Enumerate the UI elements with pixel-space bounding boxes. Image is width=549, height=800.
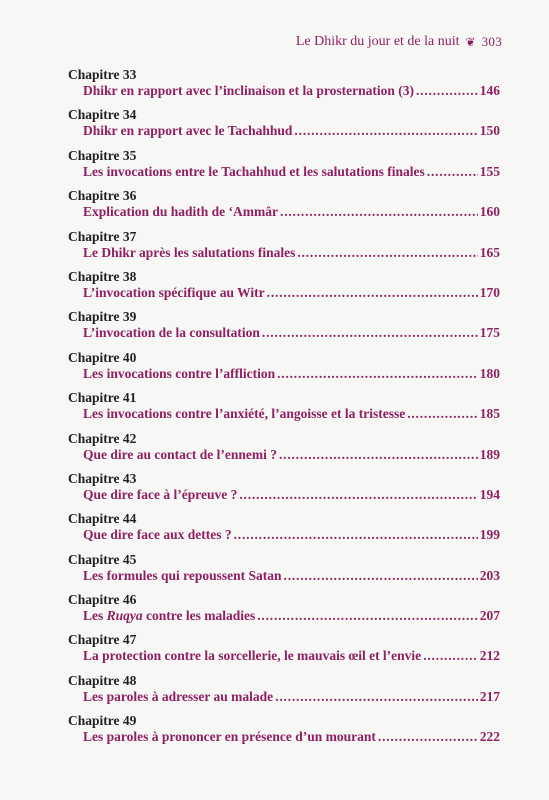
toc-line [83, 647, 500, 664]
page-reference: 165 [479, 244, 500, 260]
toc-entry [68, 148, 500, 188]
running-header [296, 34, 502, 50]
page-reference: 194 [479, 486, 500, 502]
toc-entry [68, 632, 500, 672]
chapter-label: Chapitre 43 [68, 470, 137, 486]
toc-line [83, 163, 500, 180]
dot-leader [407, 405, 478, 422]
dot-leader [234, 526, 478, 543]
dot-leader [279, 446, 478, 463]
dot-leader [277, 365, 478, 382]
chapter-title-suffix: contre les maladies [142, 608, 256, 624]
dot-leader [423, 647, 478, 664]
dot-leader [378, 728, 478, 745]
toc-line [83, 365, 500, 382]
toc-line [83, 324, 500, 341]
toc-entry [68, 107, 500, 147]
toc-entry [68, 67, 500, 107]
toc-entry [68, 431, 500, 471]
dot-leader [416, 82, 478, 99]
dot-leader [284, 567, 478, 584]
toc-line [83, 284, 500, 301]
running-title: Le Dhikr du jour et de la nuit [295, 34, 460, 49]
toc-entry [68, 269, 500, 309]
chapter-label: Chapitre 34 [68, 107, 137, 123]
chapter-title: Explication du hadith de ‘Ammâr [83, 204, 279, 220]
chapter-label: Chapitre 45 [68, 551, 137, 567]
toc-entry [68, 390, 500, 430]
chapter-title-italic: Ruqya [106, 608, 143, 624]
toc-line [83, 82, 500, 99]
chapter-title: Les invocations entre le Tachahhud et les salutations finales [83, 163, 425, 179]
page-reference: 207 [479, 608, 500, 624]
chapter-label: Chapitre 48 [68, 672, 137, 688]
chapter-title: Que dire face aux dettes ? [83, 527, 232, 543]
chapter-label: Chapitre 36 [68, 188, 137, 204]
chapter-label: Chapitre 47 [68, 632, 137, 648]
toc-line [83, 446, 500, 463]
chapter-title: Que dire au contact de l’ennemi ? [83, 446, 277, 462]
chapter-label: Chapitre 33 [68, 67, 137, 82]
chapter-label: Chapitre 39 [68, 309, 137, 325]
chapter-title: Les invocations contre l’anxiété, l’angoisse et la tristesse [83, 406, 406, 422]
page-reference: 189 [479, 446, 500, 462]
dot-leader [280, 203, 478, 220]
page-reference: 160 [479, 204, 500, 220]
page-reference: 170 [479, 284, 500, 300]
toc-entry [68, 511, 500, 551]
toc-entry [68, 673, 500, 713]
page-reference: 175 [479, 325, 500, 341]
chapter-label: Chapitre 44 [68, 511, 137, 527]
page-reference: 155 [479, 163, 500, 179]
toc-entry [68, 188, 500, 228]
chapter-title: Dhikr en rapport avec le Tachahhud [83, 123, 293, 139]
toc-line [83, 486, 500, 503]
toc-line [83, 122, 500, 139]
dot-leader [267, 284, 478, 301]
dot-leader [239, 486, 477, 503]
page-reference: 217 [479, 688, 500, 704]
page-number: 303 [481, 34, 502, 49]
chapter-title: Les paroles à adresser au malade [83, 688, 274, 704]
chapter-title: Les invocations contre l’affliction [83, 365, 276, 381]
toc-entry [68, 552, 500, 592]
toc-line [83, 728, 500, 745]
chapter-title: Les paroles à prononcer en présence d’un mourant [83, 729, 376, 745]
table-of-contents [68, 67, 500, 754]
chapter-title: Dhikr en rapport avec l’inclinaison et la prosternation (3) [83, 83, 414, 98]
chapter-title: Que dire face à l’épreuve ? [83, 486, 238, 502]
page-reference: 185 [479, 406, 500, 422]
toc-line [83, 526, 500, 543]
dot-leader [275, 688, 478, 705]
page-reference: 203 [479, 567, 500, 583]
chapter-label: Chapitre 41 [68, 390, 137, 406]
chapter-title-prefix: Les [83, 608, 107, 624]
page-reference: 199 [479, 527, 500, 543]
dot-leader [297, 244, 477, 261]
chapter-title: L’invocation de la consultation [83, 325, 260, 341]
toc-line [83, 607, 500, 624]
chapter-title: La protection contre la sorcellerie, le mauvais œil et l’envie [83, 648, 422, 664]
dot-leader [427, 163, 478, 180]
chapter-label: Chapitre 42 [68, 430, 137, 446]
dot-leader [257, 607, 478, 624]
page-reference: 222 [479, 729, 500, 745]
chapter-label: Chapitre 35 [68, 147, 137, 163]
chapter-label: Chapitre 49 [68, 713, 137, 729]
chapter-label: Chapitre 38 [68, 268, 137, 284]
dot-leader [294, 122, 477, 139]
toc-line [83, 688, 500, 705]
chapter-title: Le Dhikr après les salutations finales [83, 244, 296, 260]
toc-line [83, 203, 500, 220]
toc-entry [68, 309, 500, 349]
page-reference: 146 [479, 83, 500, 98]
chapter-title: L’invocation spécifique au Witr [83, 284, 265, 300]
page-reference: 180 [479, 365, 500, 381]
chapter-label: Chapitre 37 [68, 228, 137, 244]
page-reference: 212 [479, 648, 500, 664]
toc-entry [68, 713, 500, 753]
chapter-label: Chapitre 40 [68, 349, 137, 365]
toc-line [83, 567, 500, 584]
dot-leader [262, 324, 478, 341]
fleuron-icon: ❦ [465, 35, 476, 49]
toc-entry [68, 350, 500, 390]
toc-entry [68, 229, 500, 269]
page-reference: 150 [479, 123, 500, 139]
toc-line [83, 405, 500, 422]
chapter-title [83, 607, 255, 624]
chapter-title: Les formules qui repoussent Satan [83, 567, 282, 583]
chapter-label: Chapitre 46 [68, 592, 137, 608]
toc-entry [68, 471, 500, 511]
toc-entry [68, 592, 500, 632]
toc-line [83, 244, 500, 261]
